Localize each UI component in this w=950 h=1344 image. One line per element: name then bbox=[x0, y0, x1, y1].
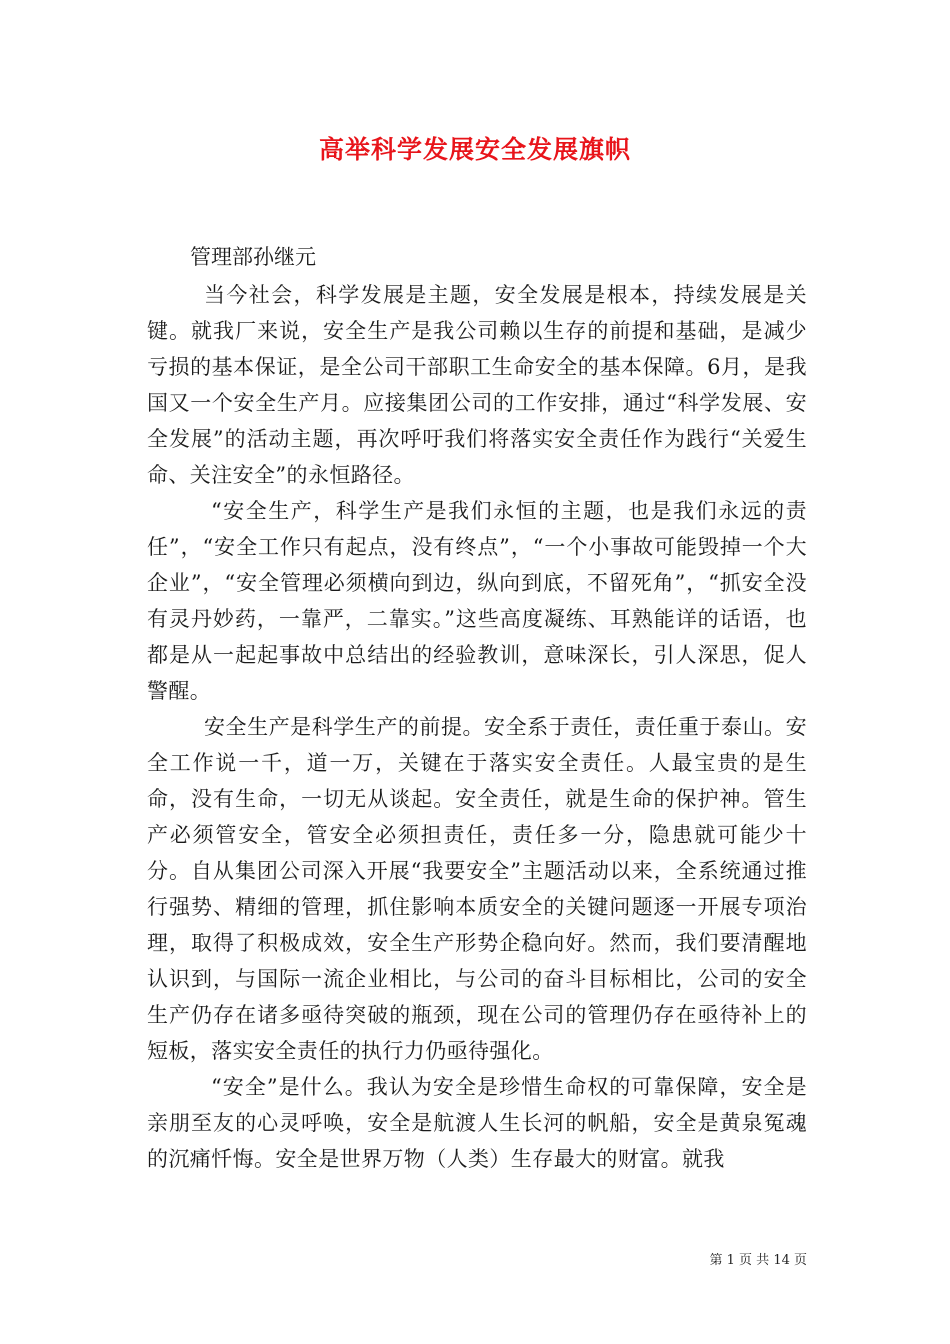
document-body bbox=[147, 277, 807, 1177]
page-number-footer: 第 1 页 共 14 页 bbox=[709, 1253, 807, 1268]
document-title: 高举科学发展安全发展旗帜 bbox=[318, 135, 631, 164]
body-paragraph: 安全生产是科学生产的前提。安全系于责任，责任重于泰山。安全工作说一千，道一万，关键在于落实安全责任。人最宝贵的是生命，没有生命，一切无从谈起。安全责任，就是生命的保护神。管生产必须管安全，管安全必须担责任，责任多一分，隐患就可能少十分。自从集团公司深入开展“我要安全”主题活动以来，全系统通过推行强势、精细的管理，抓住影响本质安全的关键问题逐一开展专项治理，取得了积极成效，安全生产形势企稳向好。然而，我们要清醒地认识到，与国际一流企业相比，与公司的奋斗目标相比，公司的安全生产仍存在诸多亟待突破的瓶颈，现在公司的管理仍存在亟待补上的短板，落实安全责任的执行力仍亟待强化。 bbox=[147, 715, 807, 1063]
body-paragraph: 当今社会，科学发展是主题，安全发展是根本，持续发展是关键。就我厂来说，安全生产是我公司赖以生存的前提和基础，是减少亏损的基本保证，是全公司干部职工生命安全的基本保障。6月，是我国又一个安全生产月。应接集团公司的工作安排，通过“科学发展、安全发展”的活动主题，再次呼吁我们将落实安全责任作为践行“关爱生命、关注安全”的永恒路径。 bbox=[147, 283, 807, 487]
body-paragraph: “安全生产，科学生产是我们永恒的主题，也是我们永远的责任”，“安全工作只有起点，没有终点”，“一个小事故可能毁掉一个大企业”，“安全管理必须横向到边，纵向到底，不留死角”，“抓安全没有灵丹妙药，一靠严，二靠实。”这些高度凝练、耳熟能详的话语，也都是从一起起事故中总结出的经验教训，意味深长，引人深思，促人警醒。 bbox=[147, 499, 807, 703]
author-line: 管理部孙继元 bbox=[190, 245, 316, 269]
body-paragraph: “安全”是什么。我认为安全是珍惜生命权的可靠保障，安全是亲朋至友的心灵呼唤，安全是航渡人生长河的帆船，安全是黄泉冤魂的沉痛忏悔。安全是世界万物（人类）生存最大的财富。就我 bbox=[147, 1075, 807, 1171]
